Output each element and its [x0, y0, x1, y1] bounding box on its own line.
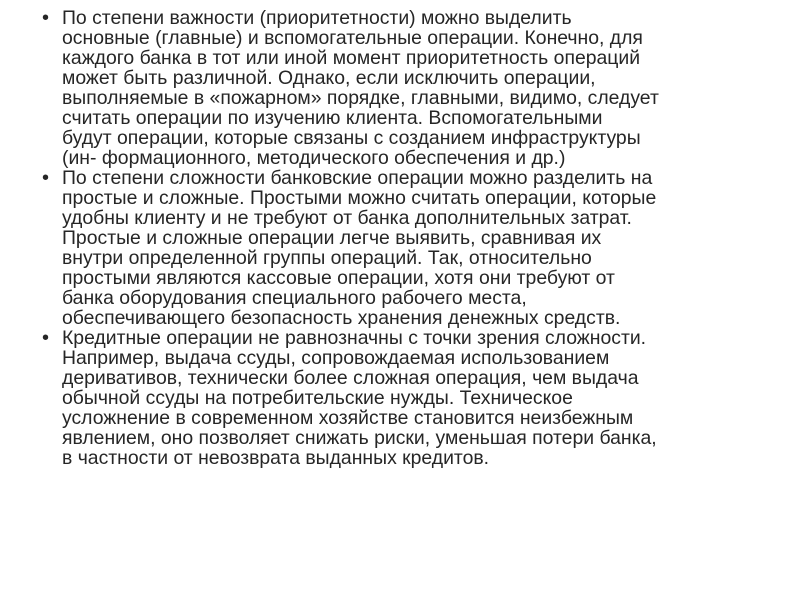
bullet-dot-icon: •: [42, 327, 50, 349]
paragraph-line: в частности от невозврата выданных кредитов.: [62, 447, 490, 469]
paragraph-line: обычной ссуды на потребительские нужды. Техническое: [62, 387, 573, 409]
paragraph-line: считать операции по изучению клиента. Вспомогательными: [62, 107, 603, 129]
paragraph-line: выполняемые в «пожарном» порядке, главными, видимо, следует: [62, 87, 659, 109]
paragraph-line: явлением, оно позволяет снижать риски, уменьшая потери банка,: [62, 427, 657, 449]
bullet-item-credit: [42, 327, 760, 469]
paragraph-line: банка оборудования специального рабочего места,: [62, 287, 527, 309]
paragraph-line: основные (главные) и вспомогательные операции. Конечно, для: [62, 27, 643, 49]
paragraph-line: удобны клиенту и не требуют от банка дополнительных затрат.: [62, 207, 632, 229]
paragraph-line: простые и сложные. Простыми можно считать операции, которые: [62, 187, 657, 209]
paragraph-line: будут операции, которые связаны с созданием инфраструктуры: [62, 127, 641, 149]
paragraph-line: каждого банка в тот или иной момент приоритетность операций: [62, 47, 641, 69]
bullet-dot-icon: •: [42, 167, 50, 189]
paragraph-line: внутри определенной группы операций. Так, относительно: [62, 247, 592, 269]
paragraph-line: По степени сложности банковские операции можно разделить на: [62, 167, 653, 189]
paragraph-line: может быть различной. Однако, если исключить операции,: [62, 67, 596, 89]
paragraph-line: (ин- формационного, методического обеспечения и др.): [62, 147, 566, 169]
bullet-dot-icon: •: [42, 7, 50, 29]
paragraph-line: По степени важности (приоритетности) можно выделить: [62, 7, 572, 29]
paragraph-line: простыми являются кассовые операции, хотя они требуют от: [62, 267, 615, 289]
paragraph-line: Простые и сложные операции легче выявить, сравнивая их: [62, 227, 602, 249]
paragraph-line: Кредитные операции не равнозначны с точки зрения сложности.: [62, 327, 647, 349]
bullet-list: [42, 7, 760, 469]
paragraph-line: Например, выдача ссуды, сопровождаемая использованием: [62, 347, 610, 369]
bullet-item-priority: [42, 7, 760, 169]
paragraph-line: обеспечивающего безопасность хранения денежных средств.: [62, 307, 621, 329]
bullet-item-complexity: [42, 167, 760, 329]
paragraph-line: усложнение в современном хозяйстве становится неизбежным: [62, 407, 634, 429]
paragraph-line: деривативов, технически более сложная операция, чем выдача: [62, 367, 639, 389]
